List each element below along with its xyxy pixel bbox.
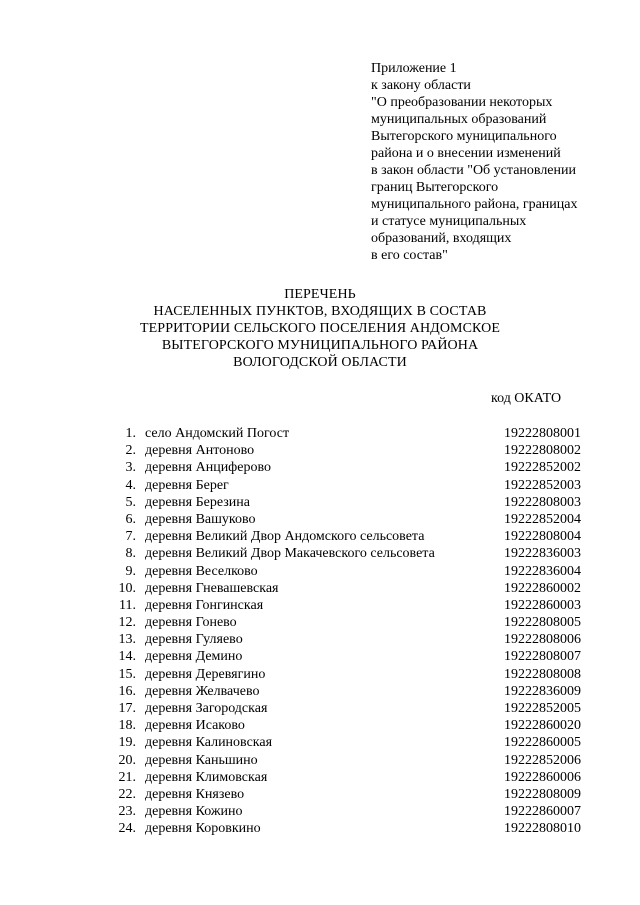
okato-code: 19222860003 xyxy=(504,597,581,613)
appendix-line: в закон области "Об установлении xyxy=(371,163,576,178)
list-item xyxy=(0,597,640,614)
item-number: 1. xyxy=(125,426,136,441)
item-number: 6. xyxy=(125,511,136,527)
title-line: ТЕРРИТОРИИ СЕЛЬСКОГО ПОСЕЛЕНИЯ АНДОМСКОЕ xyxy=(140,321,500,336)
appendix-line: границ Вытегорского xyxy=(371,180,499,195)
list-item xyxy=(0,580,640,597)
item-number: 3. xyxy=(125,460,136,476)
settlement-name: деревня Князево xyxy=(145,786,245,802)
okato-column-header: код ОКАТО xyxy=(491,391,562,406)
settlement-name: деревня Исаково xyxy=(145,718,245,734)
appendix-line: и статусе муниципальных xyxy=(371,214,527,229)
list-item xyxy=(0,511,640,528)
title-line: НАСЕЛЕННЫХ ПУНКТОВ, ВХОДЯЩИХ В СОСТАВ xyxy=(153,304,487,319)
item-number: 23. xyxy=(118,804,136,820)
settlement-name: деревня Деревягино xyxy=(145,666,266,682)
list-item xyxy=(0,769,640,786)
item-number: 21. xyxy=(118,769,136,785)
item-number: 17. xyxy=(118,701,136,716)
item-number: 12. xyxy=(118,615,136,631)
okato-code: 19222836004 xyxy=(504,563,581,579)
list-item xyxy=(0,803,640,820)
okato-code: 19222808009 xyxy=(504,786,581,802)
settlement-name: деревня Климовская xyxy=(145,769,268,785)
document-title xyxy=(0,286,640,371)
settlement-name: деревня Загородская xyxy=(145,701,268,716)
appendix-line: муниципальных образований xyxy=(371,112,547,127)
settlement-name: село Андомский Погост xyxy=(145,426,290,441)
okato-code: 19222808001 xyxy=(504,426,581,441)
okato-code: 19222852002 xyxy=(504,460,581,476)
okato-code: 19222808007 xyxy=(504,649,581,665)
appendix-line: Приложение 1 xyxy=(371,61,457,76)
list-item xyxy=(0,752,640,769)
okato-code: 19222836003 xyxy=(504,546,581,562)
appendix-note xyxy=(371,60,631,264)
list-item xyxy=(0,700,640,717)
list-item xyxy=(0,666,640,683)
okato-code: 19222808004 xyxy=(504,529,581,545)
item-number: 11. xyxy=(119,597,136,613)
okato-code: 19222808005 xyxy=(504,615,581,631)
settlement-name: деревня Гуляево xyxy=(145,632,243,648)
list-item xyxy=(0,459,640,476)
settlement-name: деревня Берег xyxy=(145,477,229,493)
okato-code: 19222852005 xyxy=(504,701,581,716)
okato-code: 19222808006 xyxy=(504,632,581,648)
settlement-list xyxy=(0,425,640,838)
settlement-name: деревня Калиновская xyxy=(145,735,273,751)
okato-code: 19222860020 xyxy=(504,718,581,734)
settlement-name: деревня Великий Двор Макачевского сельсовета xyxy=(145,546,435,562)
okato-code: 19222852003 xyxy=(504,477,581,493)
okato-code: 19222808002 xyxy=(504,443,581,459)
list-item xyxy=(0,563,640,580)
appendix-line: Вытегорского муниципального xyxy=(371,129,557,144)
item-number: 22. xyxy=(118,786,136,802)
okato-code: 19222860006 xyxy=(504,769,581,785)
okato-code: 19222852004 xyxy=(504,511,581,527)
list-item xyxy=(0,820,640,837)
item-number: 15. xyxy=(118,666,136,682)
title-line: ПЕРЕЧЕНЬ xyxy=(284,287,356,302)
list-item xyxy=(0,734,640,751)
item-number: 10. xyxy=(118,580,136,596)
appendix-line: "О преобразовании некоторых xyxy=(371,95,553,110)
item-number: 8. xyxy=(125,546,136,562)
title-line: ВОЛОГОДСКОЙ ОБЛАСТИ xyxy=(233,355,407,370)
settlement-name: деревня Каньшино xyxy=(145,752,258,768)
appendix-line: муниципального района, границах xyxy=(371,197,578,212)
settlement-name: деревня Гонево xyxy=(145,615,237,631)
item-number: 5. xyxy=(125,494,136,510)
item-number: 18. xyxy=(118,718,136,734)
settlement-name: деревня Березина xyxy=(145,494,250,510)
list-item xyxy=(0,528,640,545)
settlement-name: деревня Антоново xyxy=(145,443,255,459)
settlement-name: деревня Веселково xyxy=(145,563,258,579)
settlement-name: деревня Демино xyxy=(145,649,243,665)
item-number: 16. xyxy=(118,683,136,699)
list-item xyxy=(0,631,640,648)
settlement-name: деревня Гневашевская xyxy=(145,580,279,596)
item-number: 13. xyxy=(118,632,136,648)
appendix-line: к закону области xyxy=(371,78,471,93)
item-number: 7. xyxy=(125,529,136,545)
list-item xyxy=(0,477,640,494)
settlement-name: деревня Великий Двор Андомского сельсовета xyxy=(145,529,425,545)
okato-code: 19222852006 xyxy=(504,752,581,768)
list-item xyxy=(0,494,640,511)
okato-code: 19222808010 xyxy=(504,821,581,837)
list-item xyxy=(0,717,640,734)
okato-code: 19222808003 xyxy=(504,494,581,510)
item-number: 19. xyxy=(118,735,136,751)
okato-code: 19222860005 xyxy=(504,735,581,751)
list-item xyxy=(0,786,640,803)
okato-code: 19222860007 xyxy=(504,804,581,820)
list-item xyxy=(0,614,640,631)
item-number: 2. xyxy=(125,443,136,459)
list-item xyxy=(0,425,640,442)
item-number: 24. xyxy=(118,821,136,837)
appendix-line: образований, входящих xyxy=(371,231,512,246)
appendix-line: района и о внесении изменений xyxy=(371,146,561,161)
list-item xyxy=(0,442,640,459)
settlement-name: деревня Кожино xyxy=(145,804,243,820)
okato-code: 19222860002 xyxy=(504,580,581,596)
item-number: 14. xyxy=(118,649,136,665)
settlement-name: деревня Вашуково xyxy=(145,511,256,527)
okato-code: 19222808008 xyxy=(504,666,581,682)
okato-code: 19222836009 xyxy=(504,683,581,699)
settlement-name: деревня Коровкино xyxy=(145,821,261,837)
settlement-name: деревня Анциферово xyxy=(145,460,271,476)
list-item xyxy=(0,545,640,562)
settlement-name: деревня Желвачево xyxy=(145,683,260,699)
appendix-line: в его состав" xyxy=(371,248,448,263)
settlement-name: деревня Гонгинская xyxy=(145,597,264,613)
item-number: 20. xyxy=(118,752,136,768)
list-item xyxy=(0,648,640,665)
title-line: ВЫТЕГОРСКОГО МУНИЦИПАЛЬНОГО РАЙОНА xyxy=(161,338,479,353)
list-item xyxy=(0,683,640,700)
item-number: 4. xyxy=(125,477,136,493)
item-number: 9. xyxy=(125,563,136,579)
